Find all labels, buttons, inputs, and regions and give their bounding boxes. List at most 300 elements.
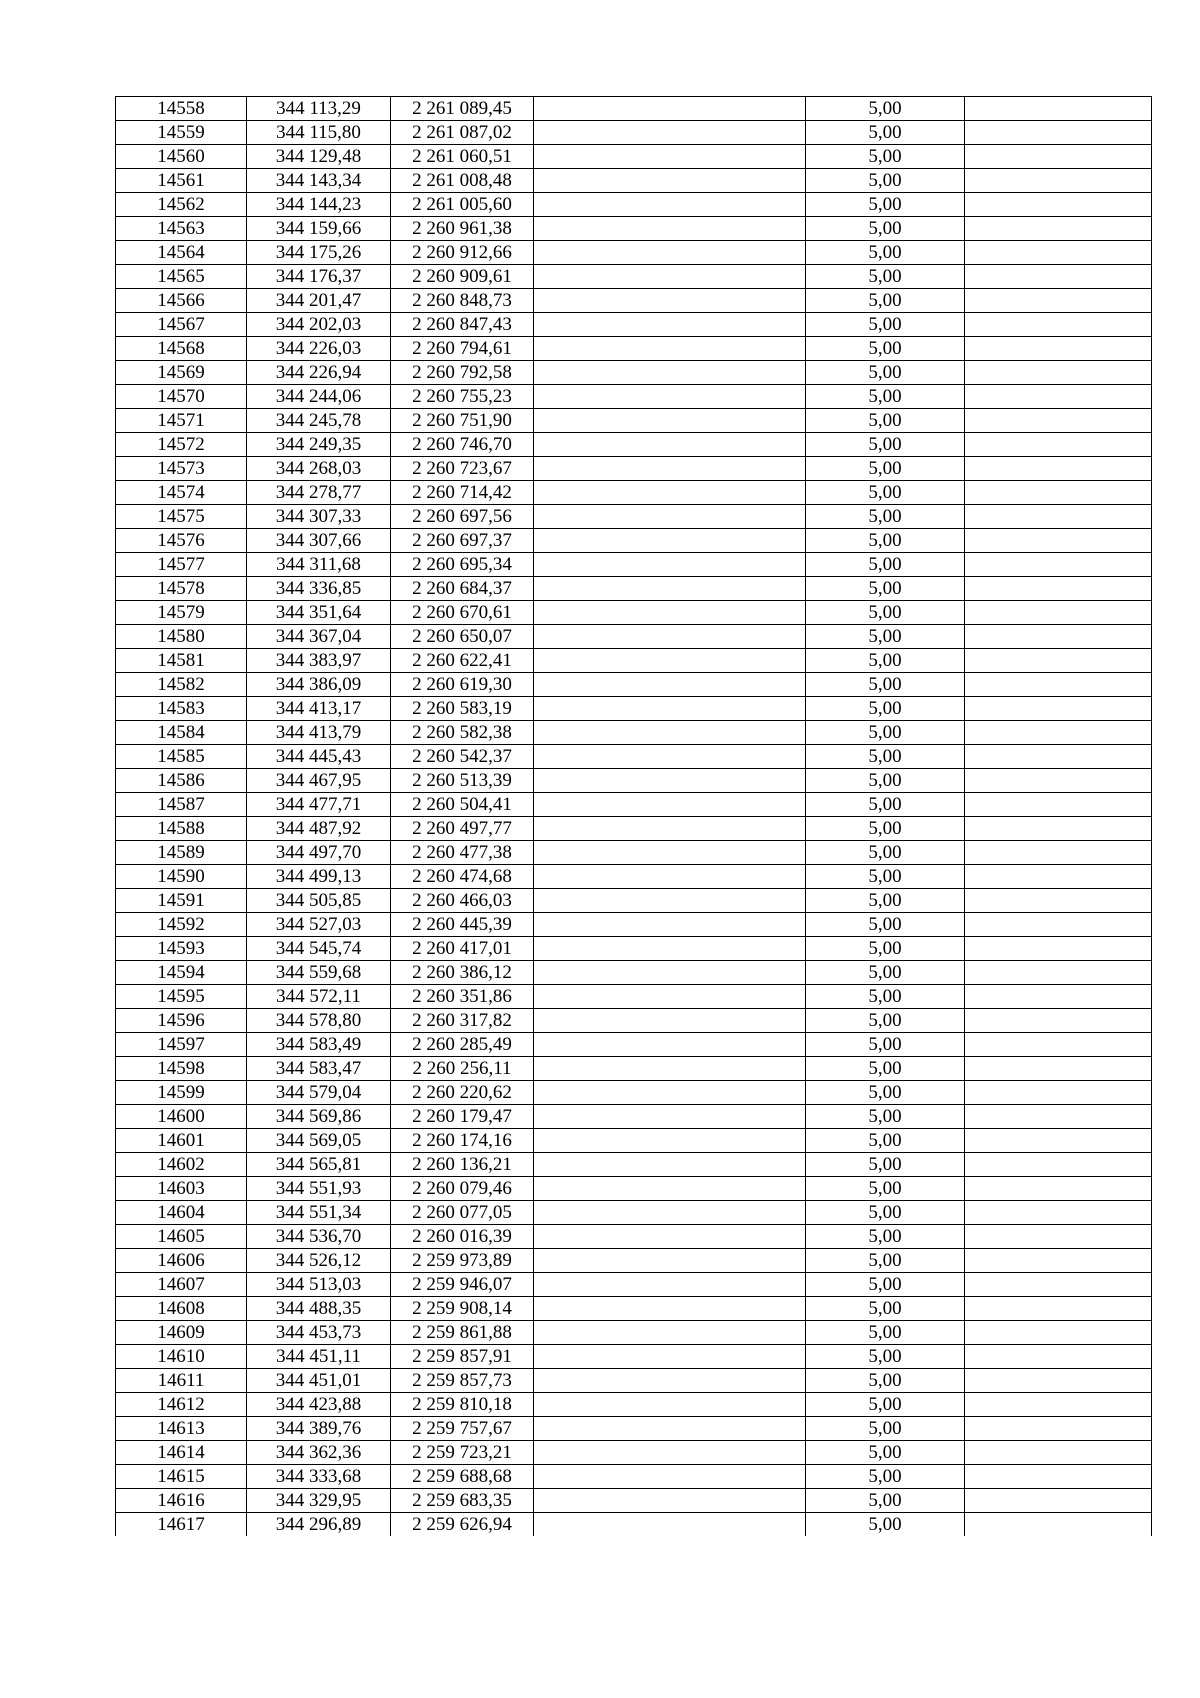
- y-coordinate-cell: 2 261 089,45: [391, 97, 534, 121]
- y-coordinate-cell: 2 260 650,07: [391, 625, 534, 649]
- table-row: [116, 121, 1152, 145]
- table-row: [116, 913, 1152, 937]
- table-row: [116, 1441, 1152, 1465]
- empty-cell: [965, 313, 1152, 337]
- x-coordinate-cell: 344 202,03: [247, 313, 391, 337]
- empty-cell: [534, 241, 806, 265]
- point-number-cell: 14599: [116, 1081, 247, 1105]
- empty-cell: [965, 361, 1152, 385]
- empty-cell: [534, 577, 806, 601]
- empty-cell: [534, 865, 806, 889]
- value-cell: 5,00: [806, 313, 965, 337]
- point-number-cell: 14594: [116, 961, 247, 985]
- table-row: [116, 769, 1152, 793]
- empty-cell: [965, 841, 1152, 865]
- empty-cell: [534, 193, 806, 217]
- empty-cell: [965, 889, 1152, 913]
- empty-cell: [534, 1033, 806, 1057]
- value-cell: 5,00: [806, 217, 965, 241]
- point-number-cell: 14564: [116, 241, 247, 265]
- y-coordinate-cell: 2 260 079,46: [391, 1177, 534, 1201]
- value-cell: 5,00: [806, 1297, 965, 1321]
- x-coordinate-cell: 344 477,71: [247, 793, 391, 817]
- point-number-cell: 14587: [116, 793, 247, 817]
- y-coordinate-cell: 2 260 136,21: [391, 1153, 534, 1177]
- empty-cell: [534, 1345, 806, 1369]
- x-coordinate-cell: 344 451,01: [247, 1369, 391, 1393]
- table-row: [116, 1465, 1152, 1489]
- y-coordinate-cell: 2 260 695,34: [391, 553, 534, 577]
- empty-cell: [534, 889, 806, 913]
- x-coordinate-cell: 344 527,03: [247, 913, 391, 937]
- empty-cell: [965, 649, 1152, 673]
- empty-cell: [534, 625, 806, 649]
- y-coordinate-cell: 2 260 077,05: [391, 1201, 534, 1225]
- y-coordinate-cell: 2 259 857,73: [391, 1369, 534, 1393]
- point-number-cell: 14571: [116, 409, 247, 433]
- empty-cell: [965, 337, 1152, 361]
- table-row: [116, 1297, 1152, 1321]
- value-cell: 5,00: [806, 289, 965, 313]
- value-cell: 5,00: [806, 1321, 965, 1345]
- y-coordinate-cell: 2 260 697,37: [391, 529, 534, 553]
- y-coordinate-cell: 2 260 912,66: [391, 241, 534, 265]
- empty-cell: [965, 1249, 1152, 1273]
- x-coordinate-cell: 344 144,23: [247, 193, 391, 217]
- empty-cell: [534, 1321, 806, 1345]
- empty-cell: [965, 985, 1152, 1009]
- x-coordinate-cell: 344 572,11: [247, 985, 391, 1009]
- x-coordinate-cell: 344 249,35: [247, 433, 391, 457]
- x-coordinate-cell: 344 307,33: [247, 505, 391, 529]
- x-coordinate-cell: 344 336,85: [247, 577, 391, 601]
- empty-cell: [965, 505, 1152, 529]
- value-cell: 5,00: [806, 1081, 965, 1105]
- empty-cell: [534, 841, 806, 865]
- x-coordinate-cell: 344 244,06: [247, 385, 391, 409]
- empty-cell: [534, 1273, 806, 1297]
- table-row: [116, 865, 1152, 889]
- empty-cell: [534, 1009, 806, 1033]
- x-coordinate-cell: 344 413,17: [247, 697, 391, 721]
- table-row: [116, 817, 1152, 841]
- empty-cell: [534, 1225, 806, 1249]
- y-coordinate-cell: 2 260 477,38: [391, 841, 534, 865]
- empty-cell: [534, 289, 806, 313]
- point-number-cell: 14563: [116, 217, 247, 241]
- empty-cell: [534, 1201, 806, 1225]
- value-cell: 5,00: [806, 1153, 965, 1177]
- empty-cell: [965, 673, 1152, 697]
- x-coordinate-cell: 344 159,66: [247, 217, 391, 241]
- point-number-cell: 14584: [116, 721, 247, 745]
- table-row: [116, 1009, 1152, 1033]
- empty-cell: [965, 577, 1152, 601]
- table-row: [116, 457, 1152, 481]
- x-coordinate-cell: 344 505,85: [247, 889, 391, 913]
- point-number-cell: 14569: [116, 361, 247, 385]
- x-coordinate-cell: 344 545,74: [247, 937, 391, 961]
- empty-cell: [965, 913, 1152, 937]
- point-number-cell: 14589: [116, 841, 247, 865]
- empty-cell: [965, 1441, 1152, 1465]
- empty-cell: [534, 217, 806, 241]
- y-coordinate-cell: 2 261 087,02: [391, 121, 534, 145]
- y-coordinate-cell: 2 260 317,82: [391, 1009, 534, 1033]
- table-row: [116, 337, 1152, 361]
- point-number-cell: 14607: [116, 1273, 247, 1297]
- point-number-cell: 14573: [116, 457, 247, 481]
- table-row: [116, 529, 1152, 553]
- x-coordinate-cell: 344 499,13: [247, 865, 391, 889]
- empty-cell: [534, 985, 806, 1009]
- empty-cell: [965, 1009, 1152, 1033]
- y-coordinate-cell: 2 260 961,38: [391, 217, 534, 241]
- y-coordinate-cell: 2 260 351,86: [391, 985, 534, 1009]
- value-cell: 5,00: [806, 1489, 965, 1513]
- point-number-cell: 14608: [116, 1297, 247, 1321]
- empty-cell: [534, 313, 806, 337]
- x-coordinate-cell: 344 226,94: [247, 361, 391, 385]
- value-cell: 5,00: [806, 697, 965, 721]
- empty-cell: [534, 961, 806, 985]
- x-coordinate-cell: 344 226,03: [247, 337, 391, 361]
- empty-cell: [534, 937, 806, 961]
- point-number-cell: 14568: [116, 337, 247, 361]
- empty-cell: [534, 913, 806, 937]
- empty-cell: [534, 817, 806, 841]
- point-number-cell: 14582: [116, 673, 247, 697]
- table-row: [116, 265, 1152, 289]
- empty-cell: [534, 385, 806, 409]
- empty-cell: [965, 865, 1152, 889]
- empty-cell: [965, 1345, 1152, 1369]
- value-cell: 5,00: [806, 97, 965, 121]
- y-coordinate-cell: 2 260 794,61: [391, 337, 534, 361]
- y-coordinate-cell: 2 260 220,62: [391, 1081, 534, 1105]
- empty-cell: [965, 1081, 1152, 1105]
- x-coordinate-cell: 344 296,89: [247, 1513, 391, 1537]
- table-row: [116, 217, 1152, 241]
- y-coordinate-cell: 2 259 857,91: [391, 1345, 534, 1369]
- point-number-cell: 14593: [116, 937, 247, 961]
- x-coordinate-cell: 344 569,05: [247, 1129, 391, 1153]
- empty-cell: [965, 625, 1152, 649]
- point-number-cell: 14595: [116, 985, 247, 1009]
- empty-cell: [965, 1225, 1152, 1249]
- point-number-cell: 14604: [116, 1201, 247, 1225]
- empty-cell: [965, 121, 1152, 145]
- value-cell: 5,00: [806, 385, 965, 409]
- table-row: [116, 1345, 1152, 1369]
- value-cell: 5,00: [806, 457, 965, 481]
- table-row: [116, 1129, 1152, 1153]
- table-row: [116, 169, 1152, 193]
- empty-cell: [965, 793, 1152, 817]
- y-coordinate-cell: 2 260 622,41: [391, 649, 534, 673]
- empty-cell: [534, 1393, 806, 1417]
- empty-cell: [965, 1465, 1152, 1489]
- point-number-cell: 14601: [116, 1129, 247, 1153]
- y-coordinate-cell: 2 260 670,61: [391, 601, 534, 625]
- empty-cell: [534, 481, 806, 505]
- empty-cell: [534, 1489, 806, 1513]
- point-number-cell: 14596: [116, 1009, 247, 1033]
- empty-cell: [965, 265, 1152, 289]
- x-coordinate-cell: 344 413,79: [247, 721, 391, 745]
- x-coordinate-cell: 344 175,26: [247, 241, 391, 265]
- table-row: [116, 385, 1152, 409]
- value-cell: 5,00: [806, 1201, 965, 1225]
- value-cell: 5,00: [806, 625, 965, 649]
- table-row: [116, 1105, 1152, 1129]
- y-coordinate-cell: 2 260 466,03: [391, 889, 534, 913]
- table-row: [116, 985, 1152, 1009]
- y-coordinate-cell: 2 259 810,18: [391, 1393, 534, 1417]
- empty-cell: [965, 217, 1152, 241]
- empty-cell: [965, 457, 1152, 481]
- empty-cell: [965, 961, 1152, 985]
- empty-cell: [534, 1369, 806, 1393]
- empty-cell: [965, 409, 1152, 433]
- y-coordinate-cell: 2 259 688,68: [391, 1465, 534, 1489]
- table-row: [116, 1369, 1152, 1393]
- value-cell: 5,00: [806, 1273, 965, 1297]
- empty-cell: [534, 1081, 806, 1105]
- point-number-cell: 14562: [116, 193, 247, 217]
- value-cell: 5,00: [806, 1465, 965, 1489]
- y-coordinate-cell: 2 260 285,49: [391, 1033, 534, 1057]
- table-row: [116, 1081, 1152, 1105]
- point-number-cell: 14605: [116, 1225, 247, 1249]
- point-number-cell: 14586: [116, 769, 247, 793]
- x-coordinate-cell: 344 583,49: [247, 1033, 391, 1057]
- empty-cell: [965, 1201, 1152, 1225]
- value-cell: 5,00: [806, 817, 965, 841]
- empty-cell: [534, 1297, 806, 1321]
- value-cell: 5,00: [806, 721, 965, 745]
- y-coordinate-cell: 2 260 792,58: [391, 361, 534, 385]
- value-cell: 5,00: [806, 1417, 965, 1441]
- x-coordinate-cell: 344 526,12: [247, 1249, 391, 1273]
- x-coordinate-cell: 344 551,34: [247, 1201, 391, 1225]
- empty-cell: [534, 1129, 806, 1153]
- x-coordinate-cell: 344 389,76: [247, 1417, 391, 1441]
- empty-cell: [534, 673, 806, 697]
- empty-cell: [534, 169, 806, 193]
- coordinates-table: [115, 96, 1152, 1536]
- empty-cell: [534, 145, 806, 169]
- y-coordinate-cell: 2 259 908,14: [391, 1297, 534, 1321]
- point-number-cell: 14617: [116, 1513, 247, 1537]
- y-coordinate-cell: 2 259 757,67: [391, 1417, 534, 1441]
- empty-cell: [534, 337, 806, 361]
- empty-cell: [965, 97, 1152, 121]
- y-coordinate-cell: 2 259 946,07: [391, 1273, 534, 1297]
- y-coordinate-cell: 2 260 847,43: [391, 313, 534, 337]
- y-coordinate-cell: 2 261 005,60: [391, 193, 534, 217]
- x-coordinate-cell: 344 467,95: [247, 769, 391, 793]
- empty-cell: [965, 601, 1152, 625]
- empty-cell: [965, 1273, 1152, 1297]
- point-number-cell: 14590: [116, 865, 247, 889]
- point-number-cell: 14566: [116, 289, 247, 313]
- y-coordinate-cell: 2 260 848,73: [391, 289, 534, 313]
- value-cell: 5,00: [806, 961, 965, 985]
- table-row: [116, 673, 1152, 697]
- y-coordinate-cell: 2 260 714,42: [391, 481, 534, 505]
- table-row: [116, 145, 1152, 169]
- x-coordinate-cell: 344 445,43: [247, 745, 391, 769]
- value-cell: 5,00: [806, 601, 965, 625]
- value-cell: 5,00: [806, 169, 965, 193]
- value-cell: 5,00: [806, 673, 965, 697]
- point-number-cell: 14581: [116, 649, 247, 673]
- value-cell: 5,00: [806, 481, 965, 505]
- point-number-cell: 14615: [116, 1465, 247, 1489]
- value-cell: 5,00: [806, 865, 965, 889]
- empty-cell: [965, 1177, 1152, 1201]
- empty-cell: [534, 529, 806, 553]
- value-cell: 5,00: [806, 409, 965, 433]
- point-number-cell: 14592: [116, 913, 247, 937]
- empty-cell: [534, 793, 806, 817]
- x-coordinate-cell: 344 497,70: [247, 841, 391, 865]
- x-coordinate-cell: 344 565,81: [247, 1153, 391, 1177]
- empty-cell: [965, 385, 1152, 409]
- y-coordinate-cell: 2 260 179,47: [391, 1105, 534, 1129]
- coordinates-sheet: [115, 96, 1151, 1536]
- table-row: [116, 1201, 1152, 1225]
- empty-cell: [965, 1153, 1152, 1177]
- value-cell: 5,00: [806, 265, 965, 289]
- point-number-cell: 14574: [116, 481, 247, 505]
- table-row: [116, 409, 1152, 433]
- table-row: [116, 1033, 1152, 1057]
- table-row: [116, 625, 1152, 649]
- table-row: [116, 745, 1152, 769]
- value-cell: 5,00: [806, 889, 965, 913]
- empty-cell: [534, 121, 806, 145]
- y-coordinate-cell: 2 260 684,37: [391, 577, 534, 601]
- empty-cell: [534, 601, 806, 625]
- point-number-cell: 14585: [116, 745, 247, 769]
- x-coordinate-cell: 344 569,86: [247, 1105, 391, 1129]
- x-coordinate-cell: 344 579,04: [247, 1081, 391, 1105]
- y-coordinate-cell: 2 260 513,39: [391, 769, 534, 793]
- table-row: [116, 649, 1152, 673]
- value-cell: 5,00: [806, 1105, 965, 1129]
- value-cell: 5,00: [806, 913, 965, 937]
- empty-cell: [965, 1393, 1152, 1417]
- table-row: [116, 1489, 1152, 1513]
- empty-cell: [965, 1105, 1152, 1129]
- y-coordinate-cell: 2 260 504,41: [391, 793, 534, 817]
- table-row: [116, 553, 1152, 577]
- y-coordinate-cell: 2 260 619,30: [391, 673, 534, 697]
- value-cell: 5,00: [806, 1249, 965, 1273]
- point-number-cell: 14613: [116, 1417, 247, 1441]
- y-coordinate-cell: 2 260 445,39: [391, 913, 534, 937]
- point-number-cell: 14616: [116, 1489, 247, 1513]
- table-row: [116, 433, 1152, 457]
- empty-cell: [965, 193, 1152, 217]
- empty-cell: [534, 457, 806, 481]
- y-coordinate-cell: 2 260 755,23: [391, 385, 534, 409]
- point-number-cell: 14565: [116, 265, 247, 289]
- y-coordinate-cell: 2 259 861,88: [391, 1321, 534, 1345]
- point-number-cell: 14597: [116, 1033, 247, 1057]
- empty-cell: [534, 745, 806, 769]
- table-row: [116, 1153, 1152, 1177]
- empty-cell: [965, 145, 1152, 169]
- point-number-cell: 14567: [116, 313, 247, 337]
- empty-cell: [965, 721, 1152, 745]
- x-coordinate-cell: 344 245,78: [247, 409, 391, 433]
- table-row: [116, 793, 1152, 817]
- x-coordinate-cell: 344 268,03: [247, 457, 391, 481]
- table-row: [116, 313, 1152, 337]
- empty-cell: [534, 1153, 806, 1177]
- empty-cell: [965, 745, 1152, 769]
- table-row: [116, 481, 1152, 505]
- point-number-cell: 14558: [116, 97, 247, 121]
- y-coordinate-cell: 2 260 417,01: [391, 937, 534, 961]
- value-cell: 5,00: [806, 529, 965, 553]
- empty-cell: [534, 649, 806, 673]
- table-row: [116, 1393, 1152, 1417]
- value-cell: 5,00: [806, 1393, 965, 1417]
- x-coordinate-cell: 344 115,80: [247, 121, 391, 145]
- y-coordinate-cell: 2 259 723,21: [391, 1441, 534, 1465]
- x-coordinate-cell: 344 453,73: [247, 1321, 391, 1345]
- point-number-cell: 14602: [116, 1153, 247, 1177]
- x-coordinate-cell: 344 113,29: [247, 97, 391, 121]
- point-number-cell: 14612: [116, 1393, 247, 1417]
- value-cell: 5,00: [806, 1177, 965, 1201]
- empty-cell: [965, 769, 1152, 793]
- empty-cell: [534, 1249, 806, 1273]
- y-coordinate-cell: 2 260 174,16: [391, 1129, 534, 1153]
- empty-cell: [965, 937, 1152, 961]
- empty-cell: [965, 433, 1152, 457]
- empty-cell: [534, 769, 806, 793]
- point-number-cell: 14576: [116, 529, 247, 553]
- point-number-cell: 14579: [116, 601, 247, 625]
- x-coordinate-cell: 344 307,66: [247, 529, 391, 553]
- y-coordinate-cell: 2 259 973,89: [391, 1249, 534, 1273]
- y-coordinate-cell: 2 260 583,19: [391, 697, 534, 721]
- empty-cell: [965, 553, 1152, 577]
- empty-cell: [534, 1441, 806, 1465]
- table-row: [116, 1321, 1152, 1345]
- x-coordinate-cell: 344 386,09: [247, 673, 391, 697]
- empty-cell: [534, 697, 806, 721]
- point-number-cell: 14577: [116, 553, 247, 577]
- point-number-cell: 14575: [116, 505, 247, 529]
- value-cell: 5,00: [806, 649, 965, 673]
- table-row: [116, 841, 1152, 865]
- value-cell: 5,00: [806, 433, 965, 457]
- table-row: [116, 1225, 1152, 1249]
- x-coordinate-cell: 344 311,68: [247, 553, 391, 577]
- value-cell: 5,00: [806, 577, 965, 601]
- empty-cell: [534, 1513, 806, 1537]
- point-number-cell: 14570: [116, 385, 247, 409]
- empty-cell: [965, 1057, 1152, 1081]
- value-cell: 5,00: [806, 841, 965, 865]
- x-coordinate-cell: 344 129,48: [247, 145, 391, 169]
